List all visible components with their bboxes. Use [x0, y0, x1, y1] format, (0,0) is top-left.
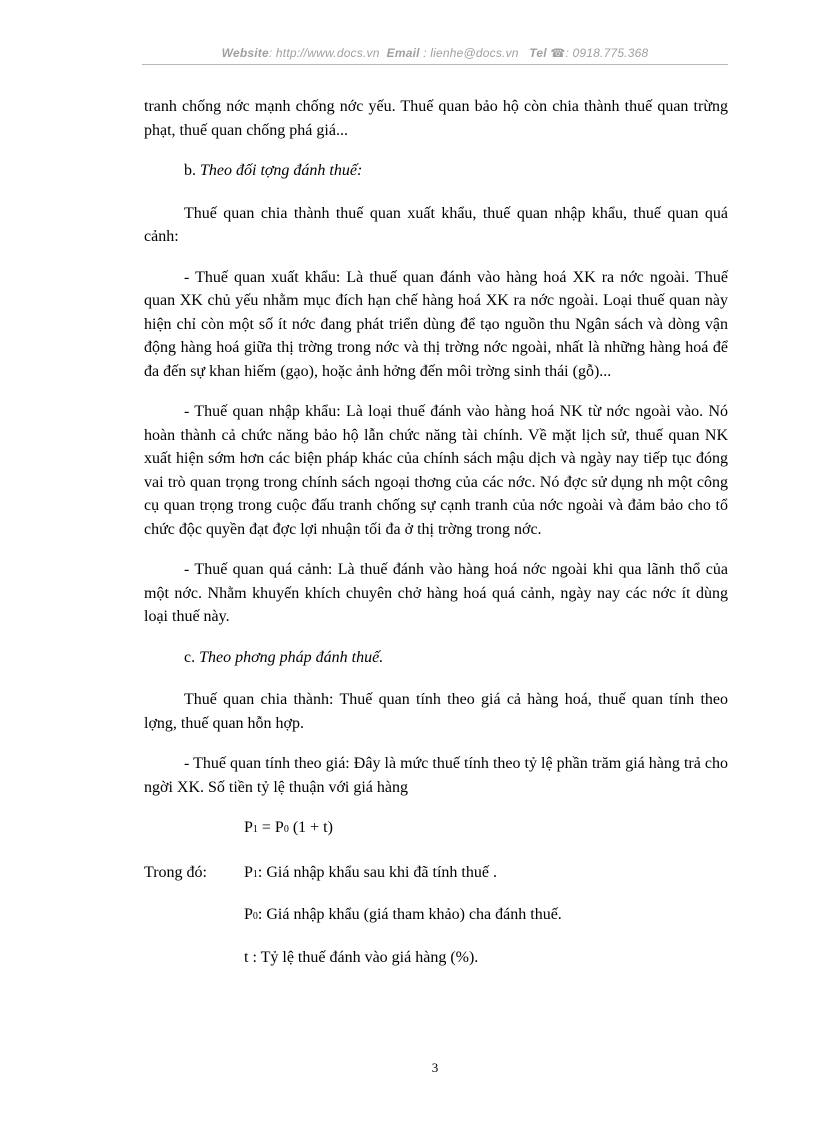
phone-icon: ☎ [550, 46, 566, 60]
section-heading-c [144, 646, 728, 670]
paragraph-import-tariff: - Thuế quan nhập khẩu: Là loại thuế đánh vào hàng hoá NK từ nớc ngoài vào. Nó hoàn thành cả chức năng bảo hộ lẫn chức năng tài chính. Về mặt lịch sử, thuế quan NK xuất hiện sớm hơn các biện pháp khác của chính sách mậu dịch và ngày nay tiếp tục đóng vai trò quan trọng trong chính sách ngoại thơng của các nớc. Nó đợc sử dụng nh một công cụ quan trọng trong cuộc đấu tranh chống sự cạnh tranh của nớc ngoài và đảm bảo cho tổ chức độc quyền đạt đợc lợi nhuận tối đa ở thị trờng trong nớc. [144, 403, 728, 538]
tel-label: Tel [529, 46, 547, 60]
paragraph-tariff-methods: Thuế quan chia thành: Thuế quan tính theo giá cả hàng hoá, thuế quan tính theo lợng, thuế quan hỗn hợp. [144, 691, 728, 732]
paragraph-continuation: tranh chống nớc mạnh chống nớc yếu. Thuế quan bảo hộ còn chia thành thuế quan trừng phạt, thuế quan chống phá giá... [144, 98, 728, 139]
email-label: Email [386, 46, 420, 60]
formula: P1 = P0 (1 + t) [244, 819, 333, 836]
heading-b-title: Theo đối tợng đánh thuế: [200, 162, 363, 179]
website-url[interactable]: : http://www.docs.vn [268, 46, 380, 60]
where-p1 [144, 861, 728, 887]
paragraph-tariff-types: Thuế quan chia thành thuế quan xuất khẩu, thuế quan nhập khẩu, thuế quan quá cảnh: [144, 204, 728, 245]
email-value[interactable]: : lienhe@docs.vn [423, 46, 519, 60]
page-number: 3 [431, 1060, 439, 1075]
section-heading-b [144, 159, 728, 183]
website-label: Website [221, 46, 269, 60]
document-body [144, 95, 728, 986]
heading-c-title: Theo phơng pháp đánh thuế. [199, 648, 384, 666]
paragraph-export-tariff: - Thuế quan xuất khẩu: Là thuế quan đánh vào hàng hoá XK ra nớc ngoài. Thuế quan XK chủ yếu nhằm mục đích hạn chế hàng hoá XK ra nớc ngoài. Loại thuế quan này hiện chỉ còn một số ít nớc đang phát triển dùng để tạo nguồn thu Ngân sách và dòng vận động hàng hoá giữa thị trờng trong nớc và thị trờng nớc ngoài, nhất là những hàng hoá để đa đến sự khan hiếm (gạo), hoặc ảnh hởng đến môi trờng sinh thái (gỗ)... [144, 268, 728, 380]
heading-b-prefix: b. [184, 162, 196, 179]
where-p1-text: P1: Giá nhập khẩu sau khi đã tính thuế . [244, 863, 497, 881]
where-t: t : Tỷ lệ thuế đánh vào giá hàng (%). [244, 948, 479, 966]
heading-c-prefix: c. [184, 648, 196, 666]
where-p0: P0: Giá nhập khẩu (giá tham khảo) cha đánh thuế. [244, 906, 562, 923]
paragraph-ad-valorem: - Thuế quan tính theo giá: Đây là mức thuế tính theo tỷ lệ phần trăm giá hàng trả cho ngời XK. Số tiền tỷ lệ thuận với giá hàng [144, 755, 728, 796]
header-divider [142, 64, 728, 65]
where-label: Trong đó: [144, 863, 207, 881]
page-header [142, 46, 728, 60]
paragraph-transit-tariff: - Thuế quan quá cảnh: Là thuế đánh vào hàng hoá nớc ngoài khi qua lãnh thổ của một nớc. Nhằm khuyến khích chuyên chở hàng hoá quá cảnh, ngày nay các nớc ít dùng loại thuế này. [144, 561, 728, 625]
tel-value: : 0918.775.368 [565, 46, 649, 60]
